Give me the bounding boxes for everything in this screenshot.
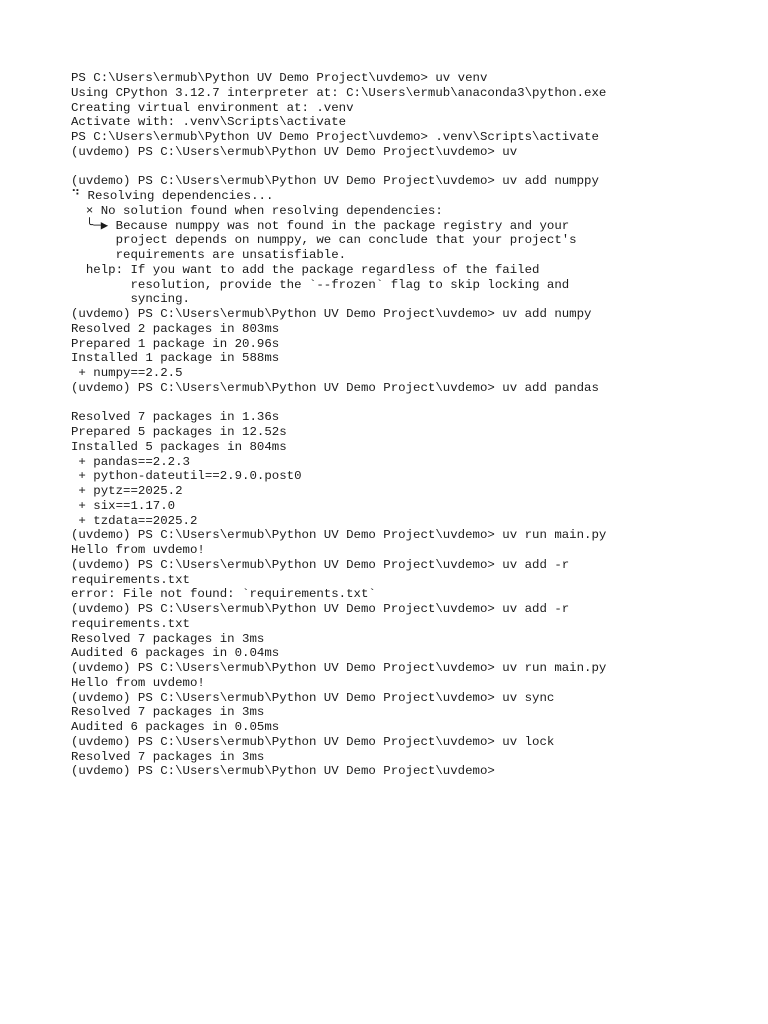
transcript-line: Audited 6 packages in 0.05ms xyxy=(71,720,280,734)
transcript-line xyxy=(71,396,751,411)
transcript-line: resolution, provide the `--frozen` flag to skip locking and xyxy=(71,277,570,292)
transcript-line: help: If you want to add the package regardless of the failed xyxy=(71,262,540,277)
transcript-line: Resolved 7 packages in 1.36s xyxy=(71,410,280,425)
transcript-line: + python-dateutil==2.9.0.post0 xyxy=(71,469,302,484)
transcript-line: requirements.txt xyxy=(71,616,190,631)
transcript-line: + pytz==2025.2 xyxy=(71,484,183,498)
terminal-transcript xyxy=(71,71,751,779)
transcript-line: Installed 5 packages in 804ms xyxy=(71,439,287,454)
transcript-line: Installed 1 package in 588ms xyxy=(71,351,280,366)
transcript-line: Hello from uvdemo! xyxy=(71,543,205,557)
transcript-line: (uvdemo) PS C:\Users\ermub\Python UV Demo Project\uvdemo> uv add numppy xyxy=(71,174,599,189)
transcript-line: Resolved 7 packages in 3ms xyxy=(71,749,265,764)
transcript-line: Audited 6 packages in 0.04ms xyxy=(71,646,280,661)
transcript-line: Hello from uvdemo! xyxy=(71,675,205,690)
transcript-line: × No solution found when resolving dependencies: xyxy=(71,203,443,218)
transcript-line: syncing. xyxy=(71,292,190,307)
transcript-line: ⠙ Resolving dependencies... xyxy=(71,189,274,203)
transcript-line: (uvdemo) PS C:\Users\ermub\Python UV Demo Project\uvdemo> uv add -r xyxy=(71,557,570,572)
transcript-line: + tzdata==2025.2 xyxy=(71,513,198,528)
transcript-line: (uvdemo) PS C:\Users\ermub\Python UV Demo Project\uvdemo> uv sync xyxy=(71,690,555,705)
transcript-line: (uvdemo) PS C:\Users\ermub\Python UV Demo Project\uvdemo> xyxy=(71,764,495,779)
transcript-line: project depends on numppy, we can conclude that your project's xyxy=(71,233,577,248)
transcript-line: + pandas==2.2.3 xyxy=(71,454,190,469)
transcript-line: Resolved 2 packages in 803ms xyxy=(71,321,280,336)
transcript-line: requirements are unsatisfiable. xyxy=(71,248,347,262)
transcript-line: Prepared 1 package in 20.96s xyxy=(71,336,280,351)
transcript-line: (uvdemo) PS C:\Users\ermub\Python UV Demo Project\uvdemo> uv xyxy=(71,144,518,159)
transcript-line: (uvdemo) PS C:\Users\ermub\Python UV Demo Project\uvdemo> uv add pandas xyxy=(71,380,599,395)
transcript-line: Prepared 5 packages in 12.52s xyxy=(71,425,287,439)
transcript-line: (uvdemo) PS C:\Users\ermub\Python UV Demo Project\uvdemo> uv run main.py xyxy=(71,661,607,675)
transcript-line: (uvdemo) PS C:\Users\ermub\Python UV Demo Project\uvdemo> uv add -r xyxy=(71,602,570,616)
transcript-line: Creating virtual environment at: .venv xyxy=(71,100,354,115)
transcript-line: Resolved 7 packages in 3ms xyxy=(71,705,265,720)
transcript-line: Resolved 7 packages in 3ms xyxy=(71,631,265,646)
transcript-line: + numpy==2.2.5 xyxy=(71,366,183,380)
transcript-line: requirements.txt xyxy=(71,572,190,587)
transcript-line: (uvdemo) PS C:\Users\ermub\Python UV Demo Project\uvdemo> uv add numpy xyxy=(71,307,592,321)
transcript-line: Activate with: .venv\Scripts\activate xyxy=(71,115,347,130)
transcript-line: error: File not found: `requirements.txt` xyxy=(71,587,376,602)
transcript-line: (uvdemo) PS C:\Users\ermub\Python UV Demo Project\uvdemo> uv run main.py xyxy=(71,528,607,543)
transcript-line xyxy=(71,160,751,175)
transcript-line: Using CPython 3.12.7 interpreter at: C:\Users\ermub\anaconda3\python.exe xyxy=(71,85,607,100)
transcript-line: (uvdemo) PS C:\Users\ermub\Python UV Demo Project\uvdemo> uv lock xyxy=(71,734,555,749)
transcript-line: + six==1.17.0 xyxy=(71,498,176,513)
transcript-line: PS C:\Users\ermub\Python UV Demo Project\uvdemo> .venv\Scripts\activate xyxy=(71,130,599,144)
transcript-line: PS C:\Users\ermub\Python UV Demo Project\uvdemo> uv venv xyxy=(71,71,488,85)
transcript-line: ╰─▶ Because numppy was not found in the package registry and your xyxy=(71,218,570,233)
